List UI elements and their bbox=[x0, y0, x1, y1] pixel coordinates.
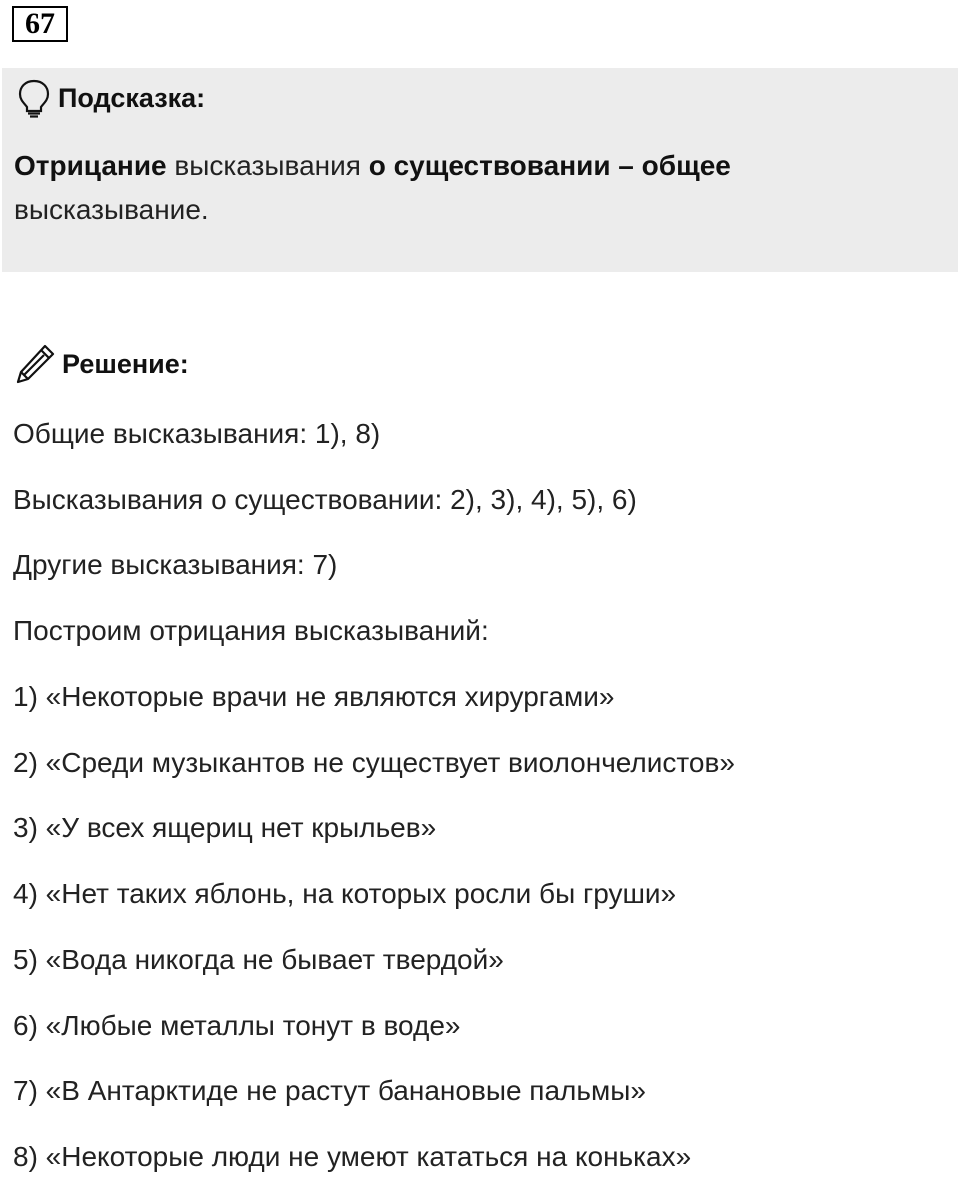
solution-line: Другие высказывания: 7) bbox=[13, 549, 338, 580]
solution-line: 4) «Нет таких яблонь, на которых росли бы груши» bbox=[13, 878, 677, 909]
task-number: 67 bbox=[12, 6, 68, 42]
solution-line: 8) «Некоторые люди не умеют кататься на коньках» bbox=[13, 1141, 692, 1172]
solution-line: 1) «Некоторые врачи не являются хирургами» bbox=[13, 681, 615, 712]
lightbulb-icon bbox=[16, 78, 52, 118]
solution-line: 6) «Любые металлы тонут в воде» bbox=[13, 1010, 461, 1041]
solution-line: 3) «У всех ящериц нет крыльев» bbox=[13, 812, 437, 843]
hint-text bbox=[14, 144, 914, 232]
solution-line: 7) «В Антарктиде не растут банановые пальмы» bbox=[13, 1075, 646, 1106]
hint-text-fragment: высказывание. bbox=[14, 194, 209, 225]
pencil-icon bbox=[14, 342, 56, 386]
hint-title: Подсказка: bbox=[58, 82, 206, 113]
solution-line: Высказывания о существовании: 2), 3), 4), 5), 6) bbox=[13, 484, 637, 515]
hint-term-general: общее bbox=[641, 150, 731, 181]
solution-line: 5) «Вода никогда не бывает твердой» bbox=[13, 944, 504, 975]
solution-header bbox=[14, 342, 189, 386]
solution-line: Общие высказывания: 1), 8) bbox=[13, 418, 381, 449]
solution-title: Решение: bbox=[62, 348, 189, 379]
solution-line: 2) «Среди музыкантов не существует виолончелистов» bbox=[13, 747, 735, 778]
hint-dash: – bbox=[610, 150, 642, 181]
hint-box bbox=[2, 68, 958, 272]
hint-text-fragment: высказывания bbox=[166, 150, 369, 181]
hint-term-negation: Отрицание bbox=[14, 150, 167, 181]
hint-term-existence: о существовании bbox=[368, 150, 611, 181]
hint-header bbox=[16, 78, 205, 118]
solution-line: Построим отрицания высказываний: bbox=[13, 615, 489, 646]
